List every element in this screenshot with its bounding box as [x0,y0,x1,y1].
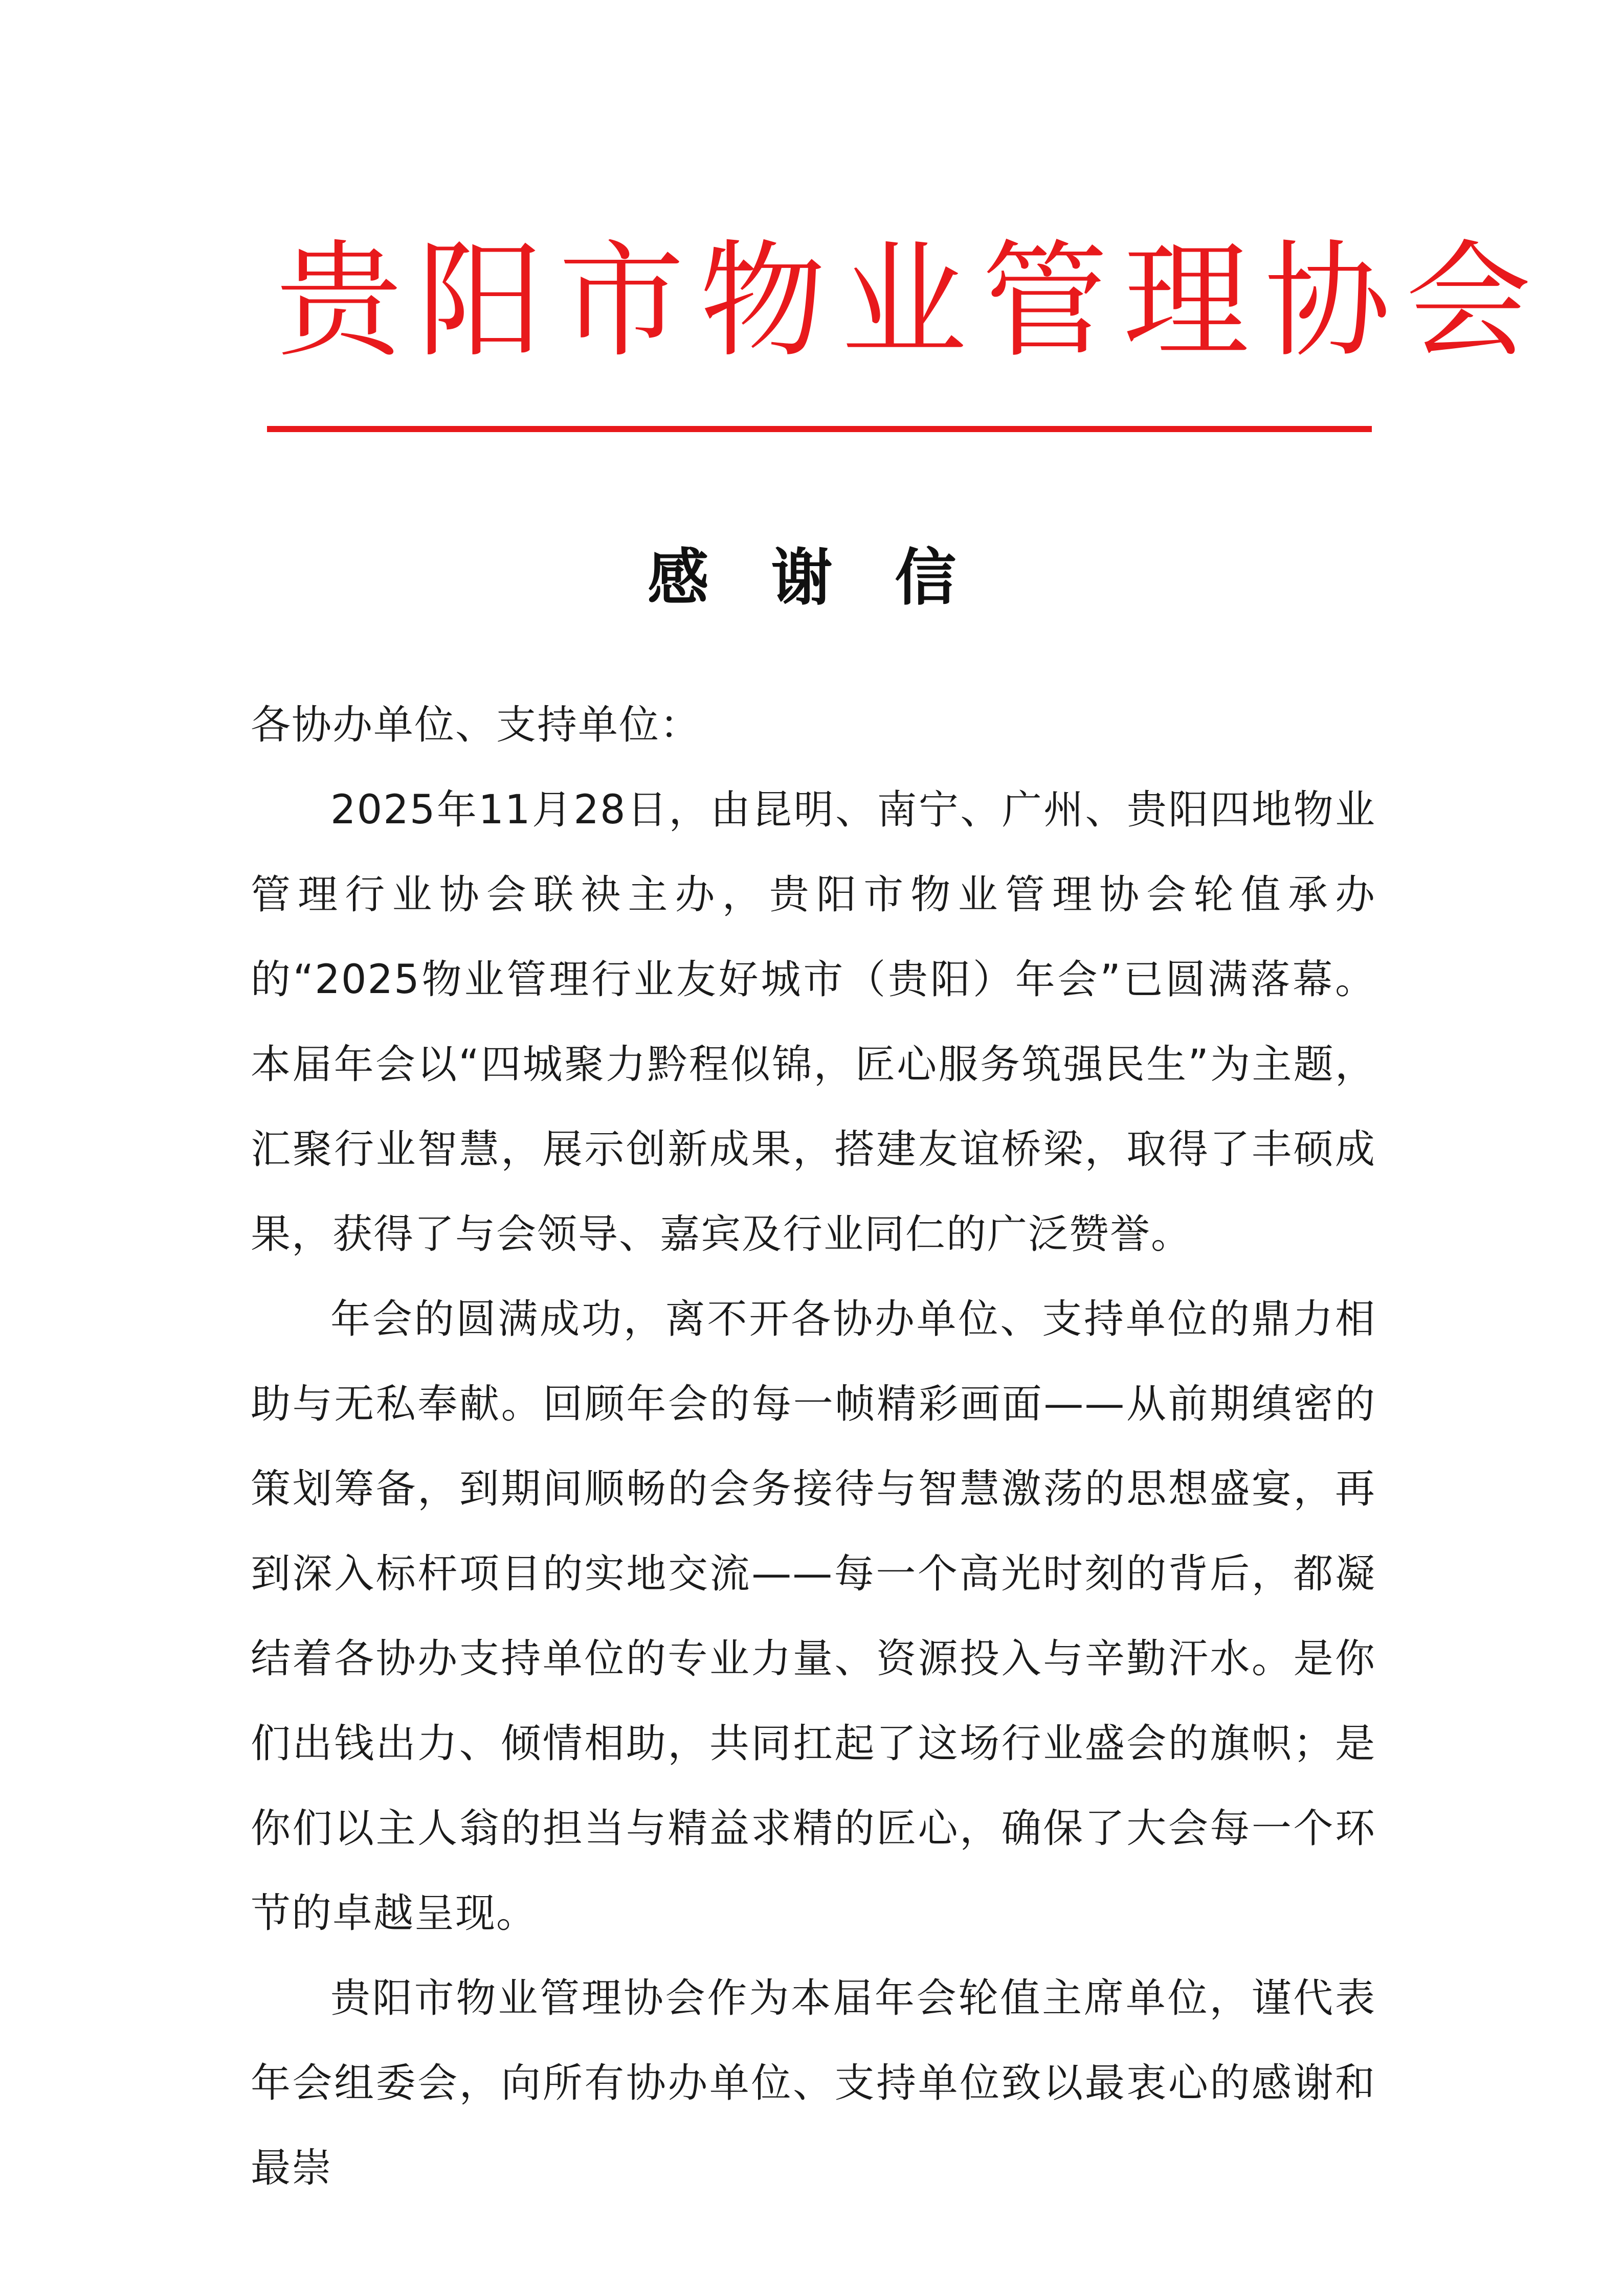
letterhead-org-name: 贵阳市物业管理协会 [276,229,1547,375]
letterhead-red-rule [267,426,1372,432]
document-title: 感 谢 信 [647,542,977,614]
salutation: 各协办单位、支持单位： [251,702,701,748]
paragraph-3: 贵阳市物业管理协会作为本届年会轮值主席单位，谨代表年会组委会，向所有协办单位、支持单位致以最衷心的感谢和最崇 [251,1975,1376,2191]
paragraph-2: 年会的圆满成功，离不开各协办单位、支持单位的鼎力相助与无私奉献。回顾年会的每一帧精彩画面——从前期缜密的策划筹备，到期间顺畅的会务接待与智慧激荡的思想盛宴，再到深入标杆项目的实地交流——每一个高光时刻的背后，都凝结着各协办支持单位的专业力量、资源投入与辛勤汗水。是你们出钱出力、倾情相助，共同扛起了这场行业盛会的旗帜；是你们以主人翁的担当与精益求精的匠心，确保了大会每一个环节的卓越呈现。 [251,1296,1376,1937]
paragraph-1: 2025年11月28日，由昆明、南宁、广州、贵阳四地物业管理行业协会联袂主办，贵阳市物业管理协会轮值承办的“2025物业管理行业友好城市（贵阳）年会”已圆满落幕。本届年会以“四城聚力黔程似锦，匠心服务筑强民生”为主题，汇聚行业智慧，展示创新成果，搭建友谊桥梁，取得了丰硕成果，获得了与会领导、嘉宾及行业同仁的广泛赞誉。 [251,787,1376,1257]
letter-body [251,683,1376,2211]
